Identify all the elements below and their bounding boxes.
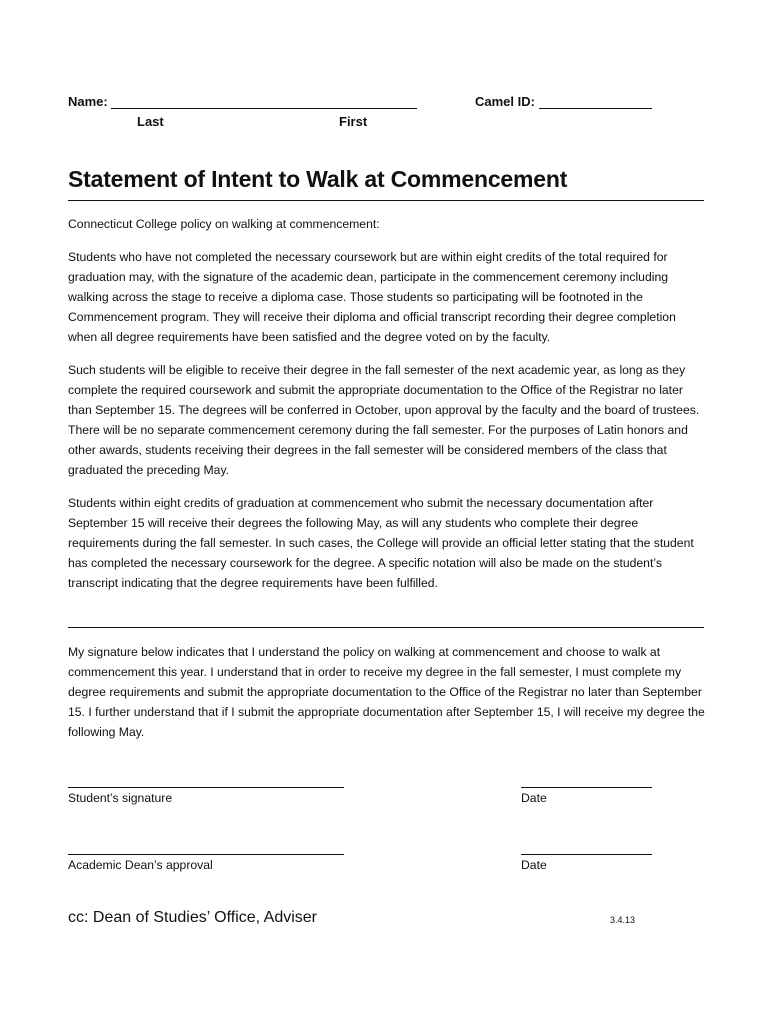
- camel-id-field-row: [475, 94, 652, 109]
- acknowledgment-paragraph: My signature below indicates that I understand the policy on walking at commencement and choose to walk at commencement this year. I understand that in order to receive my degree in the fall semester, I must complete my degree requirements and submit the appropriate documentation to the Office of the Registrar no later than September 15. I further understand that if I submit the appropriate documentation after September 15, I will receive my degree the following May.: [68, 645, 705, 739]
- student-signature-label: Student’s signature: [68, 791, 173, 805]
- policy-paragraph-2: Such students will be eligible to receive their degree in the fall semester of the next academic year, as long as they complete the required coursework and submit the appropriate documentation to the Office of the Registrar no later than September 15. The degrees will be conferred in October, upon approval by the faculty and the board of trustees. There will be no separate commencement ceremony during the fall semester. For the purposes of Latin honors and other awards, students receiving their degrees in the fall semester will be considered members of the class that graduated the preceding May.: [68, 363, 700, 477]
- student-signature-line[interactable]: [68, 787, 344, 788]
- first-name-label: First: [339, 114, 368, 129]
- title-divider: [68, 200, 704, 201]
- student-date-label: Date: [521, 791, 547, 805]
- dean-approval-line[interactable]: [68, 854, 344, 855]
- camel-id-label: Camel ID:: [475, 94, 535, 109]
- camel-id-input-line[interactable]: [539, 94, 652, 109]
- policy-paragraph-1: Students who have not completed the necessary coursework but are within eight credits of the total required for graduation may, with the signature of the academic dean, participate in the commencement ceremony including walking across the stage to receive a diploma case. Those students so participating will be footnoted in the Commencement program. They will receive their diploma and official transcript recording their degree completion when all degree requirements have been satisfied and the degree voted on by the faculty.: [68, 250, 676, 344]
- name-input-line[interactable]: [111, 94, 417, 109]
- policy-paragraph-3: Students within eight credits of graduation at commencement who submit the necessary documentation after September 15 will receive their degrees the following May, as will any students who complete their degree requirements during the fall semester. In such cases, the College will provide an official letter stating that the student has completed the necessary coursework for the degree. A specific notation will also be made on the student’s transcript indicating that the degree requirements have been fulfilled.: [68, 496, 694, 590]
- version-number: 3.4.13: [610, 915, 636, 925]
- student-date-line[interactable]: [521, 787, 652, 788]
- name-label: Name:: [68, 94, 108, 109]
- dean-date-line[interactable]: [521, 854, 652, 855]
- page-title: Statement of Intent to Walk at Commencement: [68, 166, 568, 192]
- dean-date-label: Date: [521, 858, 547, 872]
- cc-line: cc: Dean of Studies’ Office, Adviser: [68, 909, 318, 926]
- last-name-label: Last: [137, 114, 164, 129]
- policy-intro: Connecticut College policy on walking at commencement:: [68, 217, 380, 231]
- dean-approval-label: Academic Dean’s approval: [68, 858, 213, 872]
- name-field-row: [68, 94, 417, 109]
- section-divider: [68, 627, 704, 628]
